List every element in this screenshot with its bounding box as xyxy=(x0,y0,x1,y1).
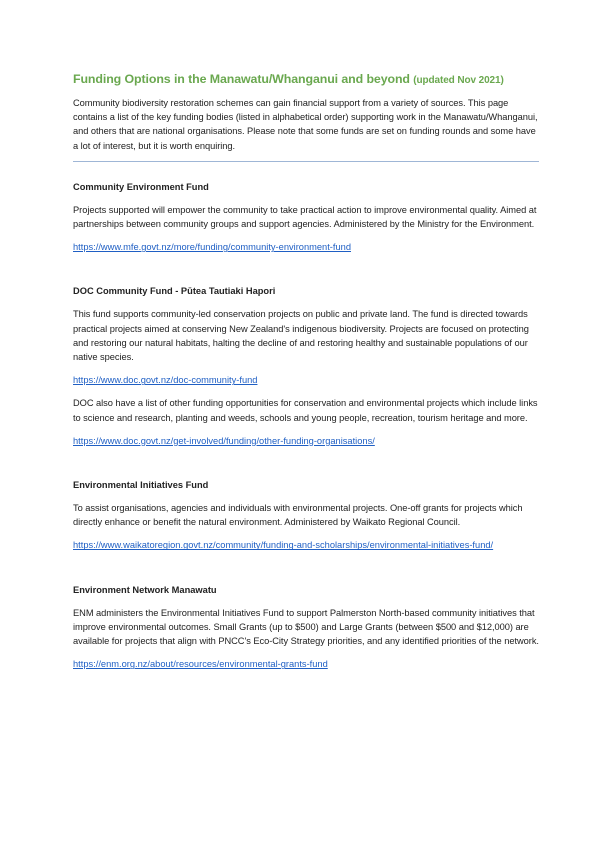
section-environment-network-manawatu xyxy=(73,585,539,672)
page-title-main: Funding Options in the Manawatu/Whanganui and beyond xyxy=(73,72,410,86)
section-link[interactable]: https://www.waikatoregion.govt.nz/community/funding-and-scholarships/environmental-initiatives-fund/ xyxy=(73,540,494,551)
document-page xyxy=(73,72,539,671)
page-title-updated: (updated Nov 2021) xyxy=(413,75,504,86)
section-paragraph: ENM administers the Environmental Initiatives Fund to support Palmerston North-based community initiatives that improve environmental outcomes. Small Grants (up to $500) and Large Grants (between $500 and $12,000) are available for projects that align with PNCC's Eco-City Strategy priorities, and any identified priorities of the network. xyxy=(73,607,539,647)
section-paragraph: DOC also have a list of other funding opportunities for conservation and environmental projects which include links to science and research, planting and weeds, schools and young people, recreation, tourism heritage and more. xyxy=(73,398,538,423)
section-paragraph: This fund supports community-led conservation projects on public and private land. The fund is directed towards practical projects aimed at conserving New Zealand's indigenous biodiversity. Projects are focused on protecting and restoring our natural habitats, halting the decline of and restoring healthy and sustainable populations of our native species. xyxy=(73,309,529,363)
section-link[interactable]: https://www.doc.govt.nz/get-involved/funding/other-funding-organisations/ xyxy=(73,435,375,446)
section-paragraph: Projects supported will empower the community to take practical action to improve environmental quality. Aimed at partnerships between community groups and support agencies. Administered by the Ministry for the Environment. xyxy=(73,204,537,230)
section-heading: Environment Network Manawatu xyxy=(73,584,217,595)
section-heading: DOC Community Fund - Pūtea Tautiaki Hapori xyxy=(73,286,276,297)
section-heading: Environmental Initiatives Fund xyxy=(73,480,209,491)
section-doc-community-fund xyxy=(73,286,539,448)
section-link[interactable]: https://enm.org.nz/about/resources/environmental-grants-fund xyxy=(73,659,328,670)
section-paragraph: To assist organisations, agencies and individuals with environmental projects. One-off grants for projects which directly enhance or benefit the natural environment. Administered by Waikato Regional Council. xyxy=(73,503,523,528)
intro-paragraph: Community biodiversity restoration schemes can gain financial support from a variety of sources. This page contains a list of the key funding bodies (listed in alphabetical order) supporting work in the Manawatu/Whanganui, and others that are national organisations. Please note that some funds are set on funding rounds and some have a lot of interest, but it is worth enquiring. xyxy=(73,98,538,151)
section-divider xyxy=(73,161,539,162)
section-heading: Community Environment Fund xyxy=(73,181,209,192)
section-environmental-initiatives-fund xyxy=(73,480,539,553)
section-community-environment-fund xyxy=(73,182,539,255)
section-link[interactable]: https://www.mfe.govt.nz/more/funding/community-environment-fund xyxy=(73,242,351,253)
section-link[interactable]: https://www.doc.govt.nz/doc-community-fund xyxy=(73,375,258,386)
page-title xyxy=(73,72,539,86)
